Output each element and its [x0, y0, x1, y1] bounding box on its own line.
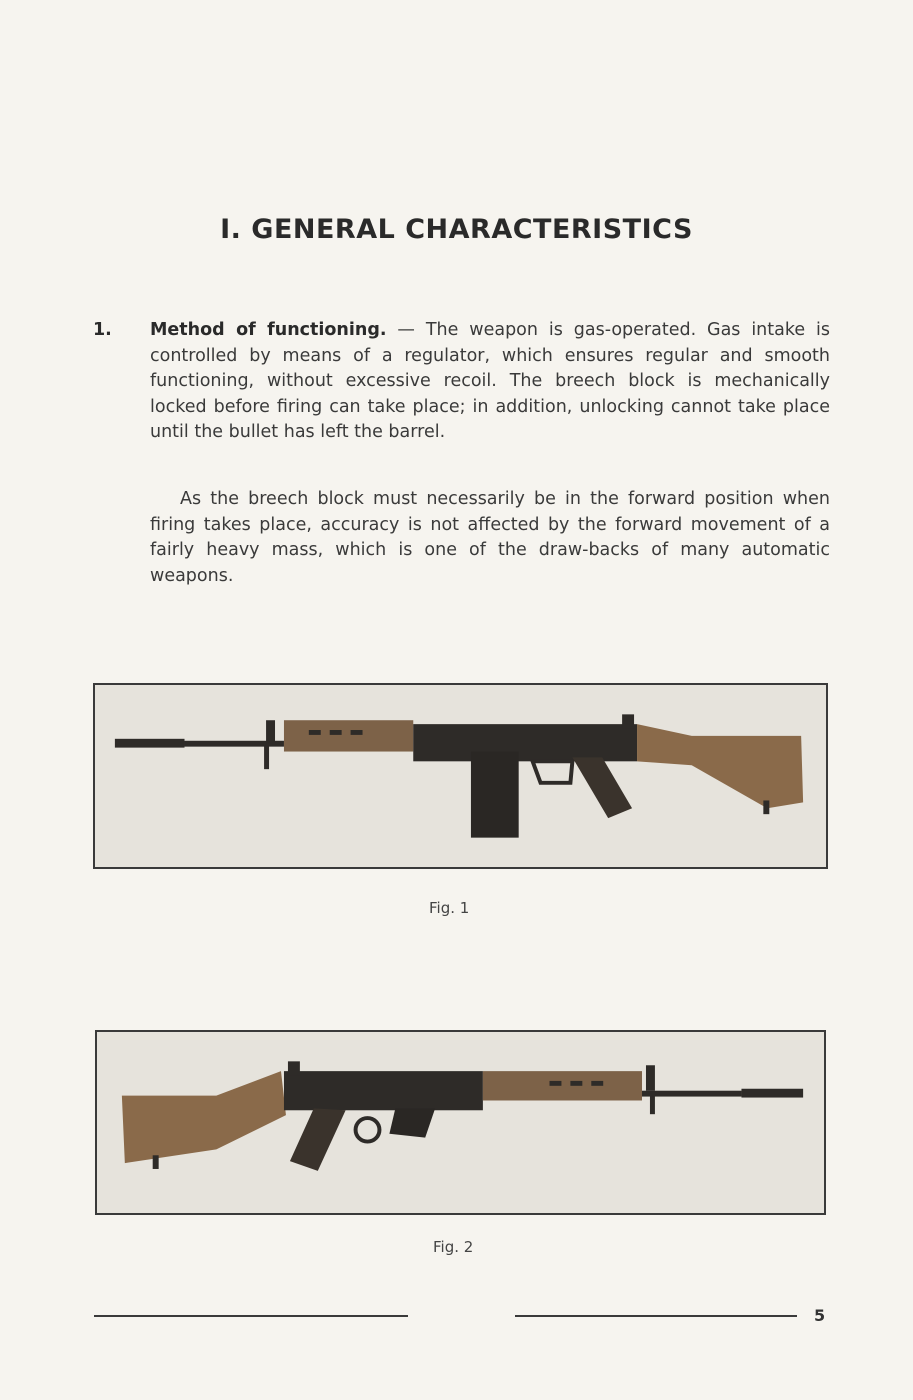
paragraph-lead: Method of functioning. [150, 320, 387, 340]
footer-rule-right [515, 1315, 797, 1317]
paragraph-breech-accuracy: As the breech block must necessarily be in the forward position when firing takes place, accuracy is not affected by the forward movement of a fairly heavy mass, which is one of the draw-backs of many automatic weapons. [150, 489, 830, 586]
footer-rule-left [94, 1315, 408, 1317]
paragraph-method-of-functioning [93, 318, 831, 446]
rifle-illustration-1 [95, 685, 826, 867]
figure-2-caption: Fig. 2 [433, 1238, 474, 1256]
rifle-illustration-2 [97, 1032, 824, 1213]
figure-1-caption: Fig. 1 [429, 899, 470, 917]
figure-2-rifle-photo [95, 1030, 826, 1215]
section-title: I. GENERAL CHARACTERISTICS [220, 214, 693, 245]
paragraph-body: — The weapon is gas-operated. Gas intake is controlled by means of a regulator, which ensures regular and smooth functioning, without excessive recoil. The breech block is mechanically locked before firing can take place; in addition, unlocking cannot take place until the bullet has left the barrel. [150, 320, 831, 442]
figure-1-rifle-photo [93, 683, 828, 869]
page-number: 5 [814, 1306, 826, 1325]
paragraph-number: 1. [93, 320, 112, 340]
